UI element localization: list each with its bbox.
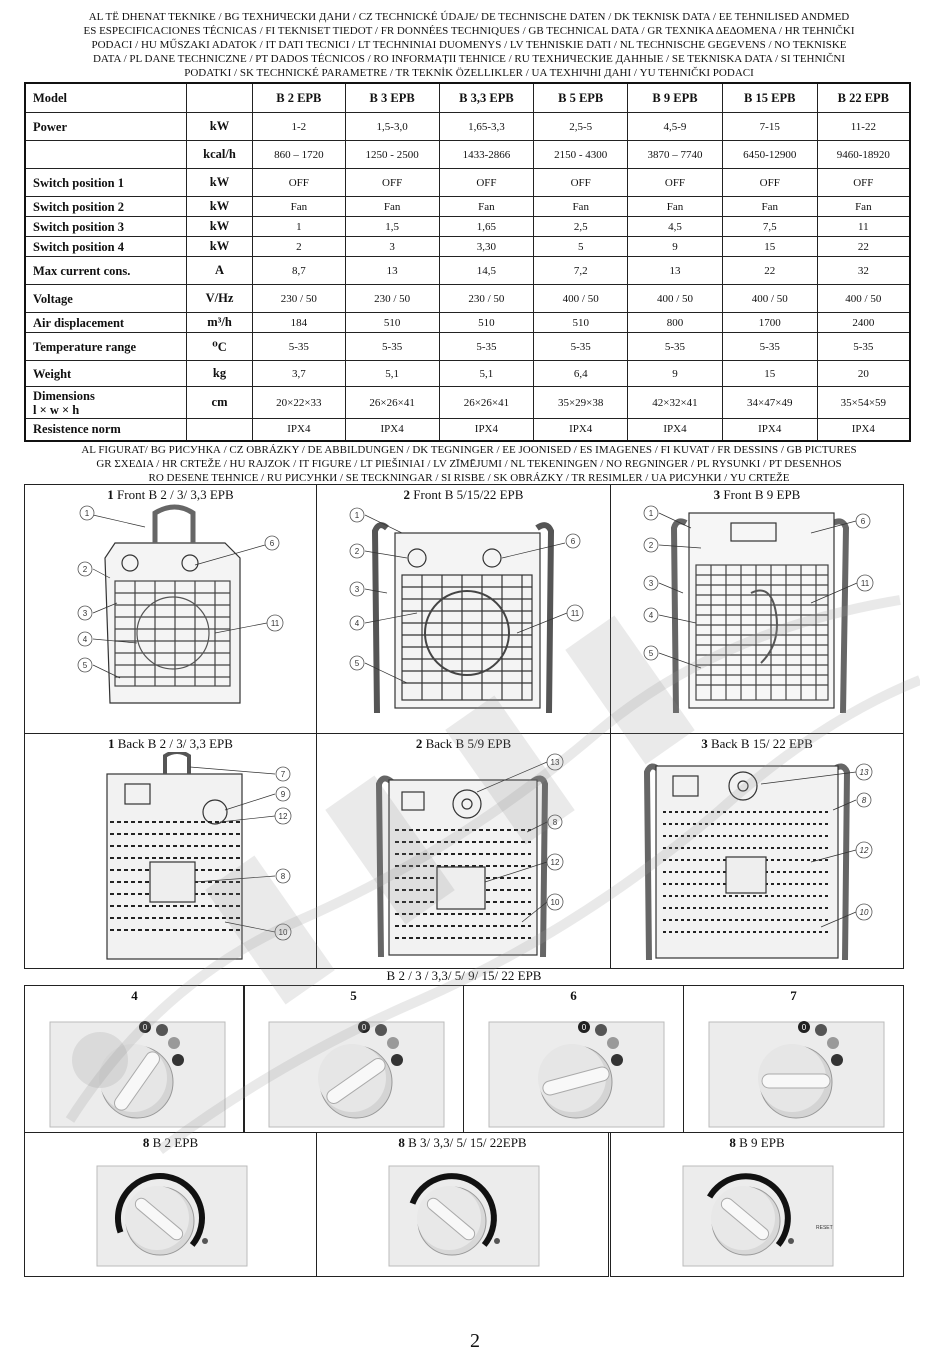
table-row	[25, 141, 910, 169]
table-cell: IPX4	[534, 419, 628, 441]
table-cell: 400 / 50	[817, 285, 910, 313]
table-cell: 9	[628, 361, 723, 387]
figure-caption: Front B 2 / 3/ 3,3 EPB	[117, 487, 234, 502]
table-row	[25, 333, 910, 361]
table-cell: 5-35	[534, 333, 628, 361]
callout-label: 3	[82, 609, 88, 618]
table-cell: OFF	[817, 169, 910, 197]
table-row	[25, 361, 910, 387]
table-cell: 230 / 50	[439, 285, 534, 313]
switch-figure-5	[243, 985, 464, 1133]
row-unit: ⁰C	[187, 333, 253, 361]
switch-off-mark: 0	[581, 1023, 587, 1032]
full-heat-icon	[172, 1054, 184, 1066]
switch-figure-7	[683, 985, 904, 1133]
table-cell: 26×26×41	[345, 387, 439, 419]
table-row	[25, 419, 910, 441]
table-cell: 5-35	[439, 333, 534, 361]
thermometer-icon	[788, 1238, 794, 1244]
fan-symbol-icon	[156, 1024, 168, 1036]
table-cell: 35×54×59	[817, 387, 910, 419]
callout-label: 13	[550, 758, 560, 767]
table-cell: 184	[252, 313, 345, 333]
callout-label: 7	[280, 770, 286, 779]
table-cell: 15	[722, 361, 817, 387]
figure-caption: B 3/ 3,3/ 5/ 15/ 22EPB	[408, 1135, 527, 1150]
callout-label: 3	[648, 579, 654, 588]
model-header: B 5 EPB	[534, 83, 628, 113]
table-cell: 7,5	[722, 217, 817, 237]
row-label: Switch position 4	[25, 237, 187, 257]
heater-front-drawing-small	[25, 503, 316, 733]
table-cell: OFF	[628, 169, 723, 197]
row-label	[25, 141, 187, 169]
table-cell: 2,5	[534, 217, 628, 237]
figure-number: 8	[142, 1135, 150, 1150]
thermostat-knob-drawing	[317, 1151, 608, 1276]
callout-label: 4	[648, 611, 654, 620]
callout-label: 1	[84, 509, 90, 518]
heater-back-drawing-small	[25, 752, 316, 968]
table-cell: 6450-12900	[722, 141, 817, 169]
full-heat-icon	[831, 1054, 843, 1066]
table-cell: 32	[817, 257, 910, 285]
row-unit: cm	[187, 387, 253, 419]
table-cell: 11	[817, 217, 910, 237]
rotary-switch-drawing	[464, 1002, 683, 1132]
figure-back-2	[316, 733, 611, 969]
row-unit: m³/h	[187, 313, 253, 333]
table-cell: 5-35	[252, 333, 345, 361]
model-header: B 2 EPB	[252, 83, 345, 113]
heading-line: AL FIGURAT/ BG РИСУНКА / CZ OBRÁZKY / DE ABBILDUNGEN / DK TEGNINGER / EE JOONISED / ES IMAGENES / FI KUVAT / FR DESSINS / GB PICTURES	[81, 444, 857, 456]
table-cell: 5-35	[345, 333, 439, 361]
table-cell: IPX4	[817, 419, 910, 441]
figure-back-3	[610, 733, 904, 969]
table-cell: 510	[345, 313, 439, 333]
callout-label: 9	[280, 790, 286, 799]
table-cell: 5,1	[345, 361, 439, 387]
callout-label: 1	[354, 511, 360, 520]
callout-label: 4	[354, 619, 360, 628]
figures-heading	[24, 443, 914, 485]
thermostat-figure-2	[316, 1132, 609, 1277]
row-label: Max current cons.	[25, 257, 187, 285]
heater-front-drawing-medium	[317, 503, 610, 733]
model-header: B 15 EPB	[722, 83, 817, 113]
table-cell: 510	[534, 313, 628, 333]
row-label: Switch position 1	[25, 169, 187, 197]
figure-caption: B 2 EPB	[152, 1135, 199, 1150]
row-label: Temperature range	[25, 333, 187, 361]
switch-figure-6	[463, 985, 684, 1133]
figure-number: 1	[108, 736, 115, 751]
table-cell: 3,30	[439, 237, 534, 257]
rotary-switch-drawing	[25, 1002, 244, 1132]
table-cell: 3870 – 7740	[628, 141, 723, 169]
table-cell: 11-22	[817, 113, 910, 141]
table-cell: 9	[628, 237, 723, 257]
table-cell: 9460-18920	[817, 141, 910, 169]
table-cell: 8,7	[252, 257, 345, 285]
table-cell: 1-2	[252, 113, 345, 141]
table-cell: 20×22×33	[252, 387, 345, 419]
row-label: Voltage	[25, 285, 187, 313]
callout-label: 13	[859, 768, 869, 777]
figure-caption: Front B 5/15/22 EPB	[413, 487, 524, 502]
figure-number: 1	[107, 487, 114, 502]
heading-line: PODATKI / SK TECHNICKÉ PARAMETRE / TR TEKNİK ÖZELLIKLER / UA ТЕХНІЧНІ ДАНІ / YU TEHNIČKI PODACI	[184, 67, 754, 79]
thermometer-icon	[494, 1238, 500, 1244]
table-cell: OFF	[345, 169, 439, 197]
table-cell: 2,5-5	[534, 113, 628, 141]
table-cell: Fan	[722, 197, 817, 217]
page-number: 2	[470, 1330, 480, 1352]
callout-label: 1	[648, 509, 654, 518]
callout-label: 3	[354, 585, 360, 594]
table-cell: 22	[722, 257, 817, 285]
table-cell: 4,5	[628, 217, 723, 237]
callout-label: 10	[278, 928, 288, 937]
figure-number: 2	[403, 487, 411, 502]
figure-back-1	[24, 733, 317, 969]
table-cell: 230 / 50	[345, 285, 439, 313]
thermostat-knob-drawing	[25, 1151, 316, 1276]
table-cell: 510	[439, 313, 534, 333]
figure-caption: B 9 EPB	[739, 1135, 785, 1150]
table-row	[25, 285, 910, 313]
thermostat-knob-drawing	[611, 1151, 902, 1276]
callout-label: 11	[270, 619, 280, 628]
row-unit	[187, 419, 253, 441]
row-unit: kW	[187, 217, 253, 237]
table-cell: 15	[722, 237, 817, 257]
fan-symbol-icon	[375, 1024, 387, 1036]
table-cell: 22	[817, 237, 910, 257]
figure-number: 6	[570, 988, 577, 1003]
table-cell: 400 / 50	[534, 285, 628, 313]
thermostat-figure-1	[24, 1132, 317, 1277]
row-unit: kW	[187, 169, 253, 197]
rotary-switch-drawing	[684, 1002, 903, 1132]
table-cell: 1,5-3,0	[345, 113, 439, 141]
table-cell: Fan	[345, 197, 439, 217]
table-row	[25, 257, 910, 285]
table-header-row	[25, 83, 910, 113]
thermostat-figure-3	[610, 1132, 904, 1277]
table-cell: IPX4	[345, 419, 439, 441]
technical-data-heading	[24, 10, 914, 80]
heading-line: AL TË DHENAT TEKNIKE / BG ТЕХНИЧЕСКИ ДАНИ / CZ TECHNICKÉ ÚDAJE/ DE TECHNISCHE DATEN / DK TEKNISK DATA / EE TEHNILISED ANDMED	[88, 11, 850, 23]
callout-label: 6	[570, 537, 576, 546]
table-cell: 800	[628, 313, 723, 333]
figure-number: 7	[790, 988, 797, 1003]
table-row	[25, 169, 910, 197]
figure-number: 8	[398, 1135, 405, 1150]
callout-label: 5	[648, 649, 654, 658]
row-unit: kW	[187, 237, 253, 257]
table-cell: 13	[628, 257, 723, 285]
figure-number: 2	[415, 736, 423, 751]
table-cell: 1,65-3,3	[439, 113, 534, 141]
table-cell: IPX4	[722, 419, 817, 441]
table-row	[25, 197, 910, 217]
table-cell: 1700	[722, 313, 817, 333]
heater-front-drawing-large	[611, 503, 903, 733]
rotary-switch-drawing	[244, 1002, 463, 1132]
callout-label: 2	[648, 541, 654, 550]
figure-front-3	[610, 484, 904, 734]
callout-label: 11	[570, 609, 580, 618]
figure-caption: Back B 2 / 3/ 3,3 EPB	[117, 736, 233, 751]
row-label: Resistence norm	[25, 419, 187, 441]
fan-symbol-icon	[595, 1024, 607, 1036]
row-unit: kcal/h	[187, 141, 253, 169]
table-cell: Fan	[817, 197, 910, 217]
table-cell: 1	[252, 217, 345, 237]
switch-off-mark: 0	[142, 1023, 148, 1032]
table-cell: 1250 - 2500	[345, 141, 439, 169]
table-cell: 5-35	[817, 333, 910, 361]
callout-label: 6	[860, 517, 866, 526]
figure-front-2	[316, 484, 611, 734]
table-cell: 230 / 50	[252, 285, 345, 313]
row-unit: A	[187, 257, 253, 285]
row-unit: V/Hz	[187, 285, 253, 313]
heading-line: DATA / PL DANE TECHNICZNE / PT DADOS TÉCNICOS / RO INFORMAȚII TEHNICE / RU ТЕХНИЧЕСКИЕ ДАННЫЕ / SE TEKNISKA DATA / SI TEHNIČNI	[92, 53, 846, 65]
heater-back-drawing-medium	[317, 752, 610, 968]
callout-label: 2	[82, 565, 88, 574]
half-heat-icon	[387, 1037, 399, 1049]
row-unit: kW	[187, 113, 253, 141]
row-label: Weight	[25, 361, 187, 387]
table-cell: 4,5-9	[628, 113, 723, 141]
heading-line: RO DESENE TEHNICE / RU РИСУНКИ / SE TECKNINGAR / SI RISBE / SK OBRÁZKY / TR RESIMLER / UA РИСУНКИ / YU CRTEŽE	[148, 472, 790, 484]
table-cell: OFF	[252, 169, 345, 197]
table-cell: IPX4	[628, 419, 723, 441]
figure-number: 3	[701, 736, 708, 751]
table-cell: 400 / 50	[722, 285, 817, 313]
callout-label: 8	[280, 872, 286, 881]
callout-label: 12	[550, 858, 560, 867]
callout-label: 4	[82, 635, 88, 644]
table-row	[25, 237, 910, 257]
table-cell: 1433-2866	[439, 141, 534, 169]
model-header: B 22 EPB	[817, 83, 910, 113]
callout-label: 10	[859, 908, 869, 917]
table-cell: 3,7	[252, 361, 345, 387]
figure-caption: Front B 9 EPB	[723, 487, 801, 502]
table-cell: Fan	[534, 197, 628, 217]
table-cell: Fan	[628, 197, 723, 217]
heading-line: PODACI / HU MŰSZAKI ADATOK / IT DATI TECNICI / LT TECHNINIAI DUOMENYS / LV TEHNISKIE DATI / NL TECHNISCHE GEGEVENS / NO TEKNISKE	[91, 39, 847, 51]
table-cell: 5-35	[722, 333, 817, 361]
table-cell: 1,65	[439, 217, 534, 237]
row-label: Switch position 3	[25, 217, 187, 237]
table-cell: 3	[345, 237, 439, 257]
table-cell: 5-35	[628, 333, 723, 361]
row-label: Air displacement	[25, 313, 187, 333]
model-header: B 3 EPB	[345, 83, 439, 113]
full-heat-icon	[391, 1054, 403, 1066]
table-cell: Fan	[439, 197, 534, 217]
table-cell: 2150 - 4300	[534, 141, 628, 169]
model-header: B 9 EPB	[628, 83, 723, 113]
table-cell: IPX4	[252, 419, 345, 441]
table-cell: 2	[252, 237, 345, 257]
row-unit: kW	[187, 197, 253, 217]
table-cell: 14,5	[439, 257, 534, 285]
switch-figure-4	[24, 985, 245, 1133]
table-row	[25, 217, 910, 237]
table-cell: 42×32×41	[628, 387, 723, 419]
half-heat-icon	[607, 1037, 619, 1049]
table-cell: IPX4	[439, 419, 534, 441]
full-heat-icon	[611, 1054, 623, 1066]
figure-front-1	[24, 484, 317, 734]
row-label: Dimensions l × w × h	[25, 387, 187, 419]
table-row	[25, 387, 910, 419]
reset-label: RESET	[816, 1225, 833, 1231]
technical-data-table	[24, 82, 911, 442]
table-row	[25, 113, 910, 141]
table-cell: 5,1	[439, 361, 534, 387]
heading-line: ES ESPECIFICACIONES TÉCNICAS / FI TEKNISET TIEDOT / FR DONNÉES TECHNIQUES / GB TECHNICAL DATA / GR ΤΕΧΝΙΚΑ ΔΕΔΟΜΕΝΑ / HR TEHNIČKI	[83, 25, 855, 37]
table-cell: 35×29×38	[534, 387, 628, 419]
thermometer-icon	[202, 1238, 208, 1244]
table-cell: Fan	[252, 197, 345, 217]
callout-label: 11	[860, 579, 870, 588]
callout-label: 5	[82, 661, 88, 670]
half-heat-icon	[827, 1037, 839, 1049]
half-heat-icon	[168, 1037, 180, 1049]
callout-label: 12	[278, 812, 288, 821]
table-cell: 1,5	[345, 217, 439, 237]
callout-label: 8	[552, 818, 558, 827]
callout-label: 6	[269, 539, 275, 548]
fan-symbol-icon	[815, 1024, 827, 1036]
table-cell: 7,2	[534, 257, 628, 285]
switch-off-mark: 0	[361, 1023, 367, 1032]
models-caption: B 2 / 3 / 3,3/ 5/ 9/ 15/ 22 EPB	[386, 968, 542, 983]
table-cell: 26×26×41	[439, 387, 534, 419]
callout-label: 2	[354, 547, 360, 556]
figure-number: 3	[713, 487, 721, 502]
row-label: Switch position 2	[25, 197, 187, 217]
table-cell: 2400	[817, 313, 910, 333]
row-label: Power	[25, 113, 187, 141]
callout-label: 10	[550, 898, 560, 907]
figure-number: 5	[350, 988, 357, 1003]
table-cell: 34×47×49	[722, 387, 817, 419]
table-cell: 860 – 1720	[252, 141, 345, 169]
table-cell: OFF	[534, 169, 628, 197]
table-cell: 6,4	[534, 361, 628, 387]
callout-label: 12	[859, 846, 869, 855]
table-cell: 400 / 50	[628, 285, 723, 313]
table-cell: 7-15	[722, 113, 817, 141]
table-cell: OFF	[722, 169, 817, 197]
figure-caption: Back B 15/ 22 EPB	[710, 736, 813, 751]
table-cell: 20	[817, 361, 910, 387]
heading-line: GR ΣΧΕΔΙΑ / HR CRTEŽE / HU RAJZOK / IT FIGURE / LT PIEŠINIAI / LV ZĪMĒJUMI / NL TEKENINGEN / NO REGNINGER / PL RYSUNKI / PT DESENHOS	[96, 458, 842, 470]
row-unit: kg	[187, 361, 253, 387]
model-header: B 3,3 EPB	[439, 83, 534, 113]
switch-off-mark: 0	[801, 1023, 807, 1032]
table-cell: 13	[345, 257, 439, 285]
heater-back-drawing-large	[611, 752, 903, 968]
header-unit	[187, 83, 253, 113]
table-cell: OFF	[439, 169, 534, 197]
header-label: Model	[25, 83, 187, 113]
table-row	[25, 313, 910, 333]
callout-label: 5	[354, 659, 360, 668]
figure-number: 4	[131, 988, 138, 1003]
table-cell: 5	[534, 237, 628, 257]
figure-number: 8	[729, 1135, 736, 1150]
figure-caption: Back B 5/9 EPB	[425, 736, 512, 751]
callout-label: 8	[861, 796, 867, 805]
